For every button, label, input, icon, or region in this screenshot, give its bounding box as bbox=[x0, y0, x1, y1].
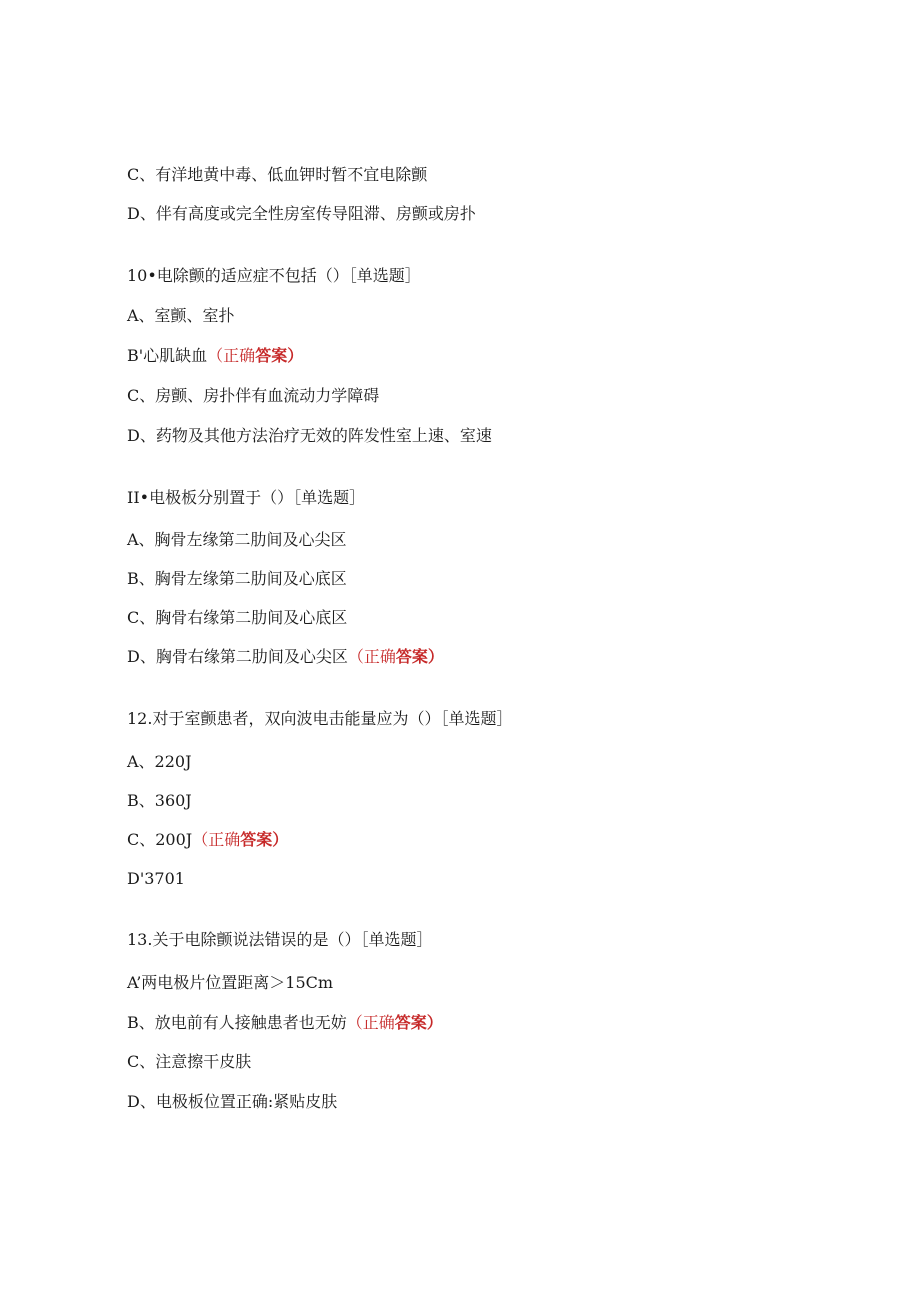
option-text: C、注意擦干皮肤 bbox=[127, 1052, 252, 1071]
option-text: D、药物及其他方法治疗无效的阵发性室上速、室速 bbox=[127, 426, 492, 445]
q12-option-d bbox=[127, 869, 185, 889]
option-text: B、胸骨左缘第二肋间及心底区 bbox=[127, 569, 347, 588]
question-12-title bbox=[127, 709, 512, 729]
option-text: D、电极板位置正确:紧贴皮肤 bbox=[127, 1092, 338, 1111]
question-10-title bbox=[127, 266, 421, 286]
question-13-title bbox=[127, 930, 432, 950]
correct-answer-mark: （正确答案） bbox=[346, 1013, 443, 1032]
q13-option-c bbox=[127, 1052, 251, 1072]
q9-option-c bbox=[127, 165, 427, 185]
q12-option-a bbox=[127, 752, 192, 772]
option-text: D'3701 bbox=[127, 869, 185, 888]
q13-option-d bbox=[127, 1092, 337, 1112]
question-11-title bbox=[127, 488, 365, 508]
option-text: B、360J bbox=[127, 791, 192, 810]
option-text: C、房颤、房扑伴有血流动力学障碍 bbox=[127, 386, 380, 405]
option-text: B'心肌缺血 bbox=[127, 346, 208, 365]
option-text: B、放电前有人接触患者也无妨 bbox=[127, 1013, 347, 1032]
option-text: A、室颤、室扑 bbox=[127, 306, 235, 325]
q11-option-a bbox=[127, 530, 347, 550]
option-text: D、伴有高度或完全性房室传导阻滞、房颤或房扑 bbox=[127, 204, 476, 223]
q13-option-b bbox=[127, 1013, 443, 1033]
q13-option-a bbox=[127, 973, 333, 993]
q10-option-c bbox=[127, 386, 379, 406]
option-text: D、胸骨右缘第二肋间及心尖区 bbox=[127, 647, 348, 666]
q10-option-a bbox=[127, 306, 235, 326]
q12-option-b bbox=[127, 791, 192, 811]
correct-answer-mark: （正确答案） bbox=[192, 830, 289, 849]
q9-option-d bbox=[127, 204, 476, 224]
q10-option-d bbox=[127, 426, 492, 446]
option-text: A、220J bbox=[127, 752, 192, 771]
question-text: II•电极板分别置于（）［单选题］ bbox=[127, 488, 366, 507]
correct-answer-mark: （正确答案） bbox=[207, 346, 304, 365]
question-text: 12.对于室颤患者，双向波电击能量应为（）［单选题］ bbox=[127, 709, 513, 728]
q11-option-d bbox=[127, 647, 444, 667]
question-text: 10•电除颤的适应症不包括（）［单选题］ bbox=[127, 266, 421, 285]
q11-option-b bbox=[127, 569, 347, 589]
option-text: A、胸骨左缘第二肋间及心尖区 bbox=[127, 530, 347, 549]
question-text: 13.关于电除颤说法错误的是（）［单选题］ bbox=[127, 930, 433, 949]
q10-option-b bbox=[127, 346, 303, 366]
option-text: C、有洋地黄中毒、低血钾时暂不宜电除颤 bbox=[127, 165, 428, 184]
option-text: A’两电极片位置距离＞15Cm bbox=[127, 973, 334, 992]
option-text: C、胸骨右缘第二肋间及心底区 bbox=[127, 608, 348, 627]
correct-answer-mark: （正确答案） bbox=[347, 647, 444, 666]
option-text: C、200J bbox=[127, 830, 193, 849]
q12-option-c bbox=[127, 830, 288, 850]
q11-option-c bbox=[127, 608, 347, 628]
